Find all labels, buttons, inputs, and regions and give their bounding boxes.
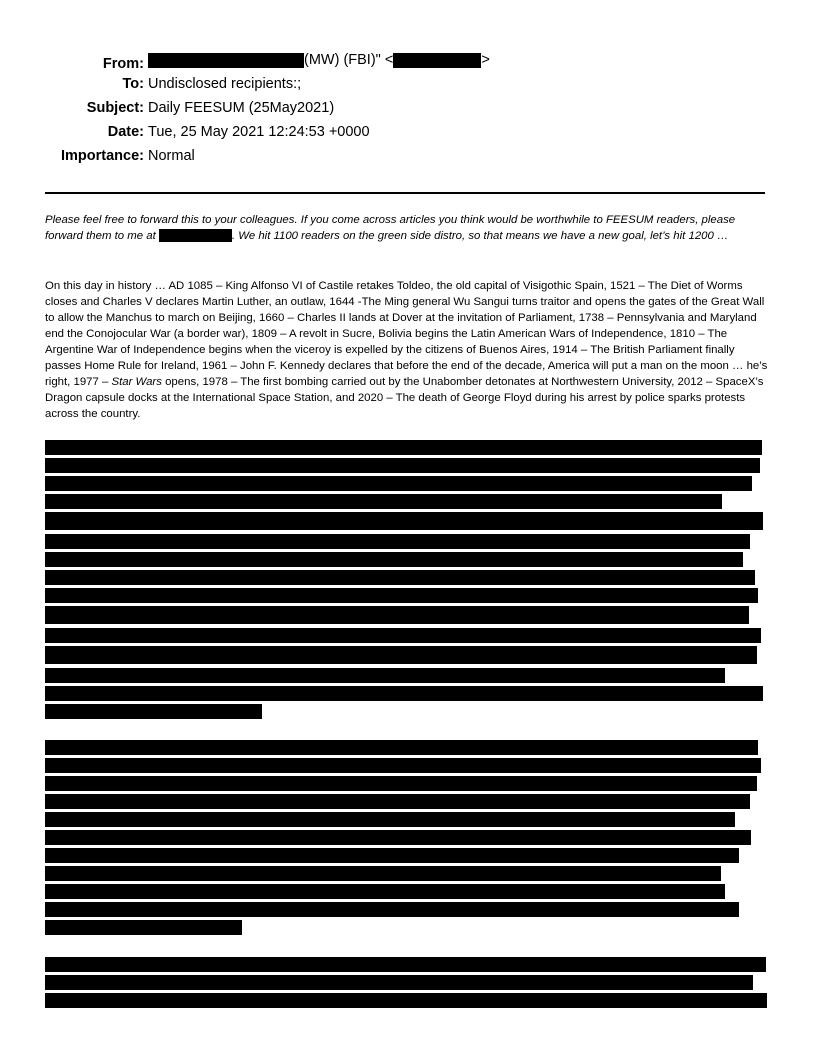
from-text: (MW) (FBI)" <	[304, 52, 394, 68]
redaction-bar	[45, 848, 739, 863]
redaction-block	[393, 53, 481, 68]
redaction-bar	[45, 957, 766, 972]
to-label: To:	[122, 76, 144, 92]
redaction-bar	[45, 884, 725, 899]
intro-text-1: Please feel free to forward this to your colleagues. If you come across articles you think would be worthwhile to FEESUM readers, please forward them to me at	[45, 214, 736, 242]
redaction-bar	[45, 975, 753, 990]
subject-row	[0, 100, 816, 124]
history-italic: Star Wars	[111, 376, 162, 388]
from-close: >	[481, 52, 490, 68]
redaction-block	[159, 229, 232, 242]
subject-label: Subject:	[86, 100, 144, 116]
to-value: Undisclosed recipients:;	[148, 76, 302, 92]
redaction-bar	[45, 794, 750, 809]
redaction-bar	[45, 440, 762, 455]
redaction-bar	[45, 512, 763, 530]
redaction-bar	[45, 552, 743, 567]
date-label: Date:	[107, 124, 144, 140]
subject-value: Daily FEESUM (25May2021)	[148, 100, 335, 116]
header-divider	[45, 192, 765, 194]
from-value	[148, 52, 490, 68]
intro-paragraph	[45, 212, 769, 244]
redaction-bar	[45, 704, 262, 719]
redaction-bar	[45, 902, 739, 917]
importance-value: Normal	[148, 148, 195, 164]
redaction-bar	[45, 740, 758, 755]
redaction-bar	[45, 758, 761, 773]
from-row	[0, 52, 816, 76]
importance-label: Importance:	[61, 148, 144, 164]
redaction-block	[148, 53, 304, 68]
redaction-bar	[45, 866, 721, 881]
from-label: From:	[102, 55, 144, 72]
redaction-bar	[45, 458, 760, 473]
redaction-bar	[45, 476, 752, 491]
redaction-bar	[45, 920, 242, 935]
redaction-bar	[45, 588, 758, 603]
redaction-bar	[45, 686, 763, 701]
date-value: Tue, 25 May 2021 12:24:53 +0000	[148, 124, 370, 140]
redaction-bar	[45, 812, 735, 827]
history-text-1: On this day in history … AD 1085 – King Alfonso VI of Castile retakes Toldeo, the old capital of Visigothic Spain, 1521 – The Diet of Worms closes and Charles V declares Martin Luther, an outlaw, 1644 -The Ming general Wu Sangui turns traitor and opens the gates of the Great Wall to allow the Manchus to march on Beijing, 1660 – Charles II lands at Dover at the invitation of Parliament, 1738 – Pennsylvania and Maryland end the Conojocular War (a border war), 1809 – A revolt in Sucre, Bolivia begins the Latin American Wars of Independence, 1810 – The Argentine War of Independence begins when the viceroy is expelled by the citizens of Buenos Aires, 1914 – The British Parliament finally passes Home Rule for Ireland, 1961 – John F. Kennedy declares that before the end of the decade, America will put a man on the moon … he’s right, 1977 –	[45, 280, 768, 388]
redaction-bar	[45, 494, 722, 509]
redaction-bar	[45, 628, 761, 643]
redaction-bar	[45, 993, 767, 1008]
redaction-bar	[45, 776, 757, 791]
redaction-bar	[45, 830, 751, 845]
history-text-2: opens, 1978 – The first bombing carried out by the Unabomber detonates at Northwestern University, 2012 – SpaceX’s Dragon capsule docks at the International Space Station, and 2020 – The death of George Floyd during his arrest by police sparks protests across the country.	[45, 376, 764, 420]
redaction-bar	[45, 534, 750, 549]
history-paragraph	[45, 278, 769, 422]
redaction-bar	[45, 668, 725, 683]
importance-row	[0, 148, 816, 172]
to-row	[0, 76, 816, 100]
redaction-bar	[45, 570, 755, 585]
date-row	[0, 124, 816, 148]
email-header	[0, 52, 816, 172]
redaction-bar	[45, 646, 757, 664]
intro-text-2: . We hit 1100 readers on the green side distro, so that means we have a new goal, let’s hit 1200 …	[231, 230, 729, 242]
redaction-bar	[45, 606, 749, 624]
